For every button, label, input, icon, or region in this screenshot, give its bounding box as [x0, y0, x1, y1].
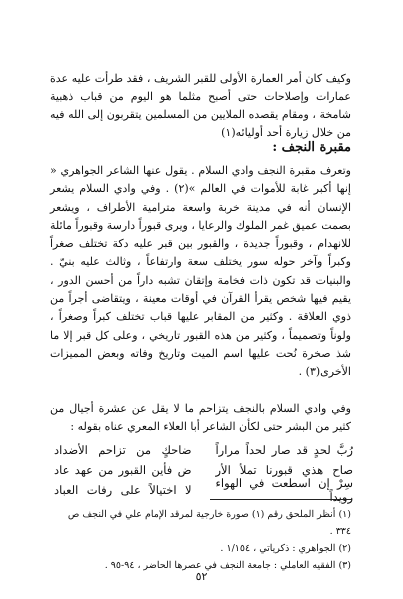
poem	[54, 440, 353, 504]
verse-first-hemistich: سِرْ إن اسطعت في الهواء رويداً	[215, 476, 353, 504]
verse-second-hemistich: ض فأين القبور من عهد عاد	[54, 463, 192, 477]
footnote: (٢) الجواهري : ذكرياتي ، ١/١٥٤ .	[220, 543, 351, 554]
footnote: (١) أنظر الملحق رقم (١) صورة خارجية لمرقد الإمام علي في النجف ص ٣٣٤ .	[67, 509, 351, 537]
footnotes	[50, 506, 351, 574]
footnote: (٣) الفقيه العاملي : جامعة النجف في عصرها الحاضر ، ٩٤-٩٥ .	[104, 560, 351, 571]
poem-verse	[54, 476, 353, 504]
verse-second-hemistich: ضاحكٍ من تزاحم الأضداد	[54, 443, 192, 457]
paragraph-poem-intro: وفي وادي السلام بالنجف يتزاحم ما لا يقل عن عشرة أجيال من كثير من البشر حتى لكأن الشاعر أبا العلاء المعري عناه بقوله :	[50, 402, 351, 433]
page-number: ٥٢	[195, 570, 208, 583]
paragraph-shrine-history: وكيف كان أمر العمارة الأولى للقبر الشريف ، فقد طرأت عليه عدة عمارات وإصلاحات حتى أصبح مثلما هو اليوم من قباب ذهبية شامخة ، ومقام يقصده الملايين من المسلمين يتقربون إلى الله فيه من خلال زيارة أحد أوليائه(١)	[50, 72, 351, 139]
verse-second-hemistich: لا اختيالاً على رفات العباد	[54, 483, 192, 497]
poem-verse	[54, 440, 353, 460]
footnote-divider	[210, 499, 352, 500]
verse-first-hemistich: رُبَّ لحدٍ قد صار لحداً مراراً	[215, 443, 353, 457]
verse-first-hemistich: صاح هذي قبورنا تملأ الأر	[215, 463, 353, 477]
section-heading: مقبرة النجف :	[272, 140, 351, 155]
paragraph-cemetery-description: وتعرف مقبرة النجف وادي السلام . يقول عنها الشاعر الجواهري « إنها أكبر غابة للأموات في العالم »(٢) . وفي وادي السلام يشعر الإنسان أنه في مدينة خربة واسعة مترامية الأطراف ، ويشعر بصمت عميق غمر الملوك والرعايا ، ويرى قبوراً دارسة وقبوراً مائلة للانهدام ، وقبوراً جديدة ، والقبور بين قبر عليه دكة تختلف صغراً وكبراً وآخر حوله سور يختلف سعة وارتفاعاً ، وثالث عليه بنيّ . والبنيات قد تكون ذات فخامة وإتقان تشبه داراً من أحسن الدور ، يقيم فيها شخص يقرأ القرآن في أوقات معينة ، ويتقاضى أجراً من ذوي العلاقة . وكثير من المقابر عليها قباب تختلف كبراً وصغراً ، ولوناً وتصميماً ، وكثير من هذه القبور تاريخي ، وعلى كل قبر إلا ما شذ صخرة نُحت عليها اسم الميت وتاريخ وفاته وبعض المميزات الأخرى(٣) .	[50, 164, 351, 379]
